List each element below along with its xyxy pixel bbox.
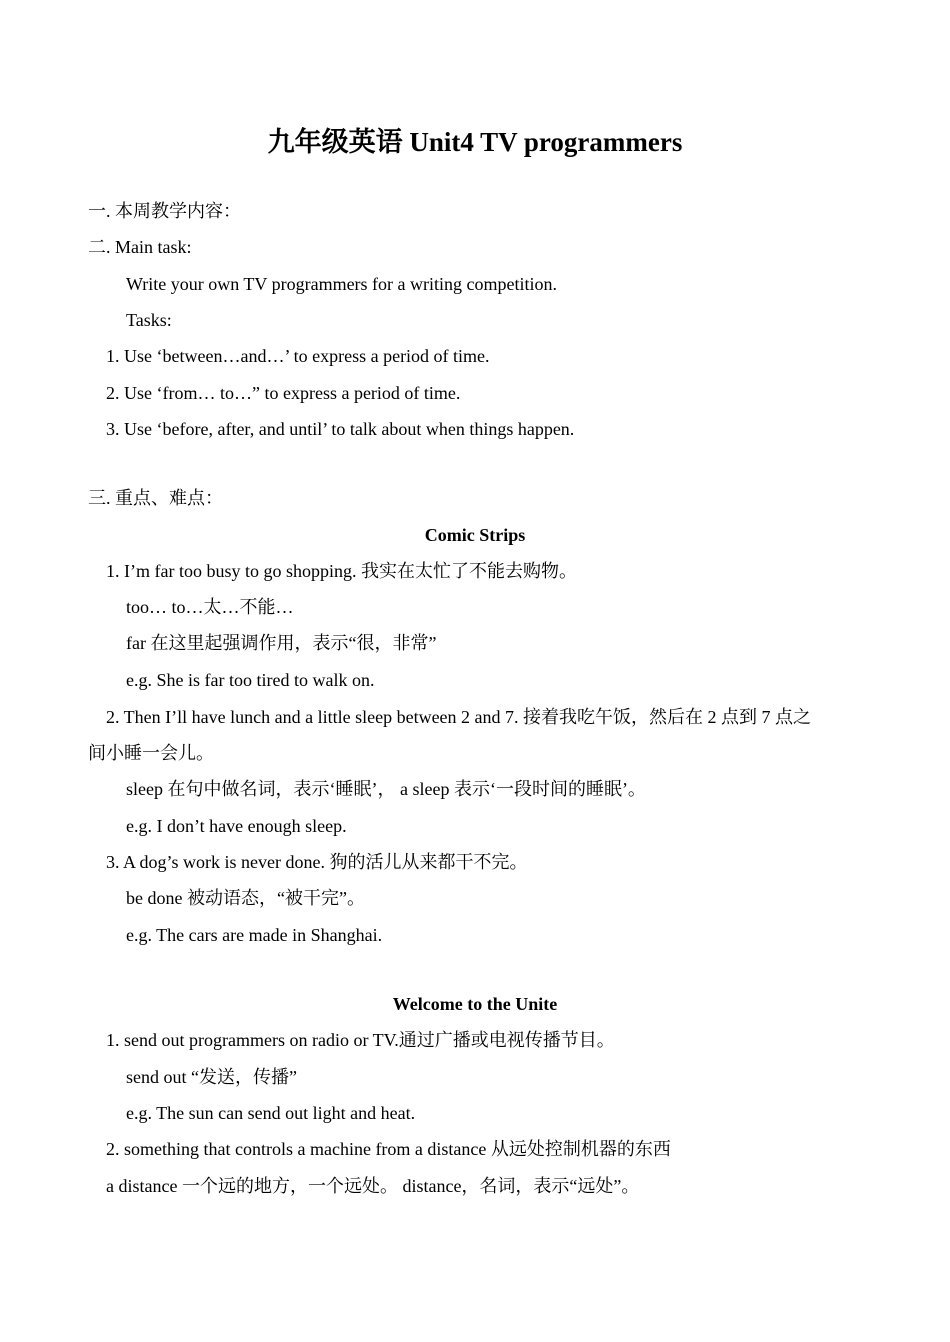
page-title: 九年级英语 Unit4 TV programmers: [267, 127, 683, 157]
note-line: 2. Then I’ll have lunch and a little sleep between 2 and 7. 接着我吃午饭，然后在 2 点到 7 点之: [106, 707, 812, 727]
tasks-label: Tasks:: [126, 310, 172, 330]
note-line: 3. A dog’s work is never done. 狗的活儿从来都干不完。: [106, 852, 528, 872]
note-line: send out “发送，传播”: [126, 1067, 297, 1087]
note-line: e.g. She is far too tired to walk on.: [126, 670, 375, 690]
note-line: 间小睡一会儿。: [88, 743, 214, 763]
note-line: be done 被动语态，“被干完”。: [126, 888, 365, 908]
note-line: too… to…太…不能…: [126, 597, 294, 617]
section-heading-1: 一. 本周教学内容：: [88, 201, 241, 221]
note-line: far 在这里起强调作用，表示“很，非常”: [126, 633, 437, 653]
note-line: e.g. The sun can send out light and heat.: [126, 1103, 416, 1123]
note-line: e.g. The cars are made in Shanghai.: [126, 925, 383, 945]
section-heading-2: 二. Main task:: [88, 237, 192, 257]
comic-strips-heading: Comic Strips: [424, 525, 526, 545]
task-item: 3. Use ‘before, after, and until’ to talk about when things happen.: [106, 419, 575, 439]
note-line: sleep 在句中做名词，表示‘睡眠’， a sleep 表示‘一段时间的睡眠’。: [126, 779, 646, 799]
note-line: 2. something that controls a machine from a distance 从远处控制机器的东西: [106, 1139, 671, 1159]
task-item: 1. Use ‘between…and…’ to express a period of time.: [106, 346, 490, 366]
note-line: e.g. I don’t have enough sleep.: [126, 816, 347, 836]
task-item: 2. Use ‘from… to…” to express a period of time.: [106, 383, 461, 403]
note-line: 1. send out programmers on radio or TV.通过广播或电视传播节目。: [106, 1030, 615, 1050]
section-heading-3: 三. 重点、难点：: [88, 488, 223, 508]
welcome-heading: Welcome to the Unite: [392, 994, 558, 1014]
note-line: 1. I’m far too busy to go shopping. 我实在太忙了不能去购物。: [106, 561, 577, 581]
note-line: a distance 一个远的地方，一个远处。 distance，名词，表示“远处”。: [106, 1176, 640, 1196]
main-task-description: Write your own TV programmers for a writing competition.: [126, 274, 558, 294]
